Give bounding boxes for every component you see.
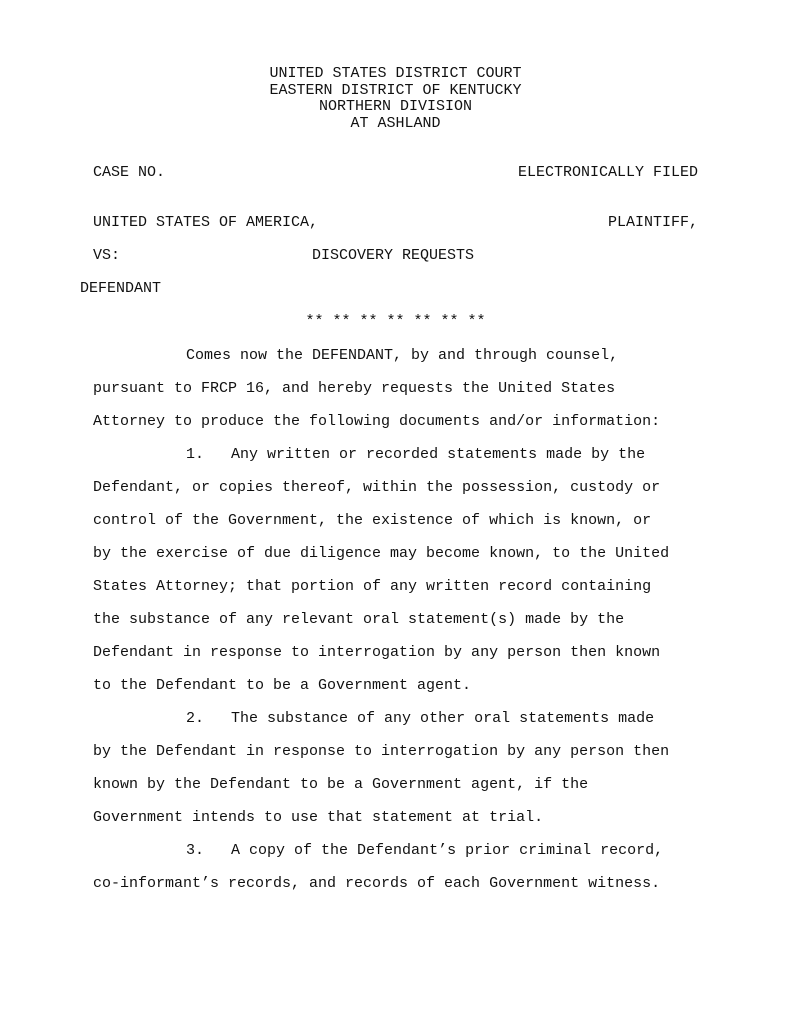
request-text-line: known by the Defendant to be a Government agent, if the [93, 776, 589, 793]
request-text-line: co-informant’s records, and records of each Government witness. [93, 875, 661, 892]
request-text: The substance of any other oral statements made [231, 710, 655, 727]
filing-status: ELECTRONICALLY FILED [517, 164, 698, 181]
court-district: EASTERN DISTRICT OF KENTUCKY [269, 82, 522, 99]
versus-label: VS: [93, 247, 121, 264]
request-2-first-line [186, 710, 654, 727]
request-text-line: Government intends to use that statement at trial. [93, 809, 544, 826]
court-location: AT ASHLAND [350, 115, 441, 132]
request-number: 1. [186, 446, 205, 463]
intro-line: Attorney to produce the following documents and/or information: [93, 413, 661, 430]
request-text-line: control of the Government, the existence of which is known, or [93, 512, 652, 529]
request-number: 2. [186, 710, 205, 727]
request-number: 3. [186, 842, 205, 859]
intro-line: Comes now the DEFENDANT, by and through counsel, [186, 347, 619, 364]
request-text-line: the substance of any relevant oral statement(s) made by the [93, 611, 625, 628]
request-text-line: States Attorney; that portion of any written record containing [93, 578, 652, 595]
request-text-line: by the exercise of due diligence may become known, to the United [93, 545, 670, 562]
document-title: DISCOVERY REQUESTS [312, 247, 475, 264]
request-text: A copy of the Defendant’s prior criminal record, [231, 842, 664, 859]
request-text-line: to the Defendant to be a Government agent. [93, 677, 472, 694]
defendant-label: DEFENDANT [80, 280, 162, 297]
intro-line: pursuant to FRCP 16, and hereby requests the United States [93, 380, 616, 397]
section-separator: ** ** ** ** ** ** ** [305, 313, 486, 330]
request-text-line: Defendant, or copies thereof, within the possession, custody or [93, 479, 661, 496]
request-text-line: by the Defendant in response to interrogation by any person then [93, 743, 670, 760]
plaintiff-name: UNITED STATES OF AMERICA, [93, 214, 319, 231]
court-name: UNITED STATES DISTRICT COURT [269, 65, 522, 82]
court-division: NORTHERN DIVISION [318, 98, 473, 115]
request-text: Any written or recorded statements made by the [231, 446, 646, 463]
case-number-label: CASE NO. [93, 164, 166, 181]
request-3-first-line [186, 842, 663, 859]
plaintiff-label: PLAINTIFF, [607, 214, 698, 231]
request-text-line: Defendant in response to interrogation by any person then known [93, 644, 661, 661]
request-1-first-line [186, 446, 645, 463]
